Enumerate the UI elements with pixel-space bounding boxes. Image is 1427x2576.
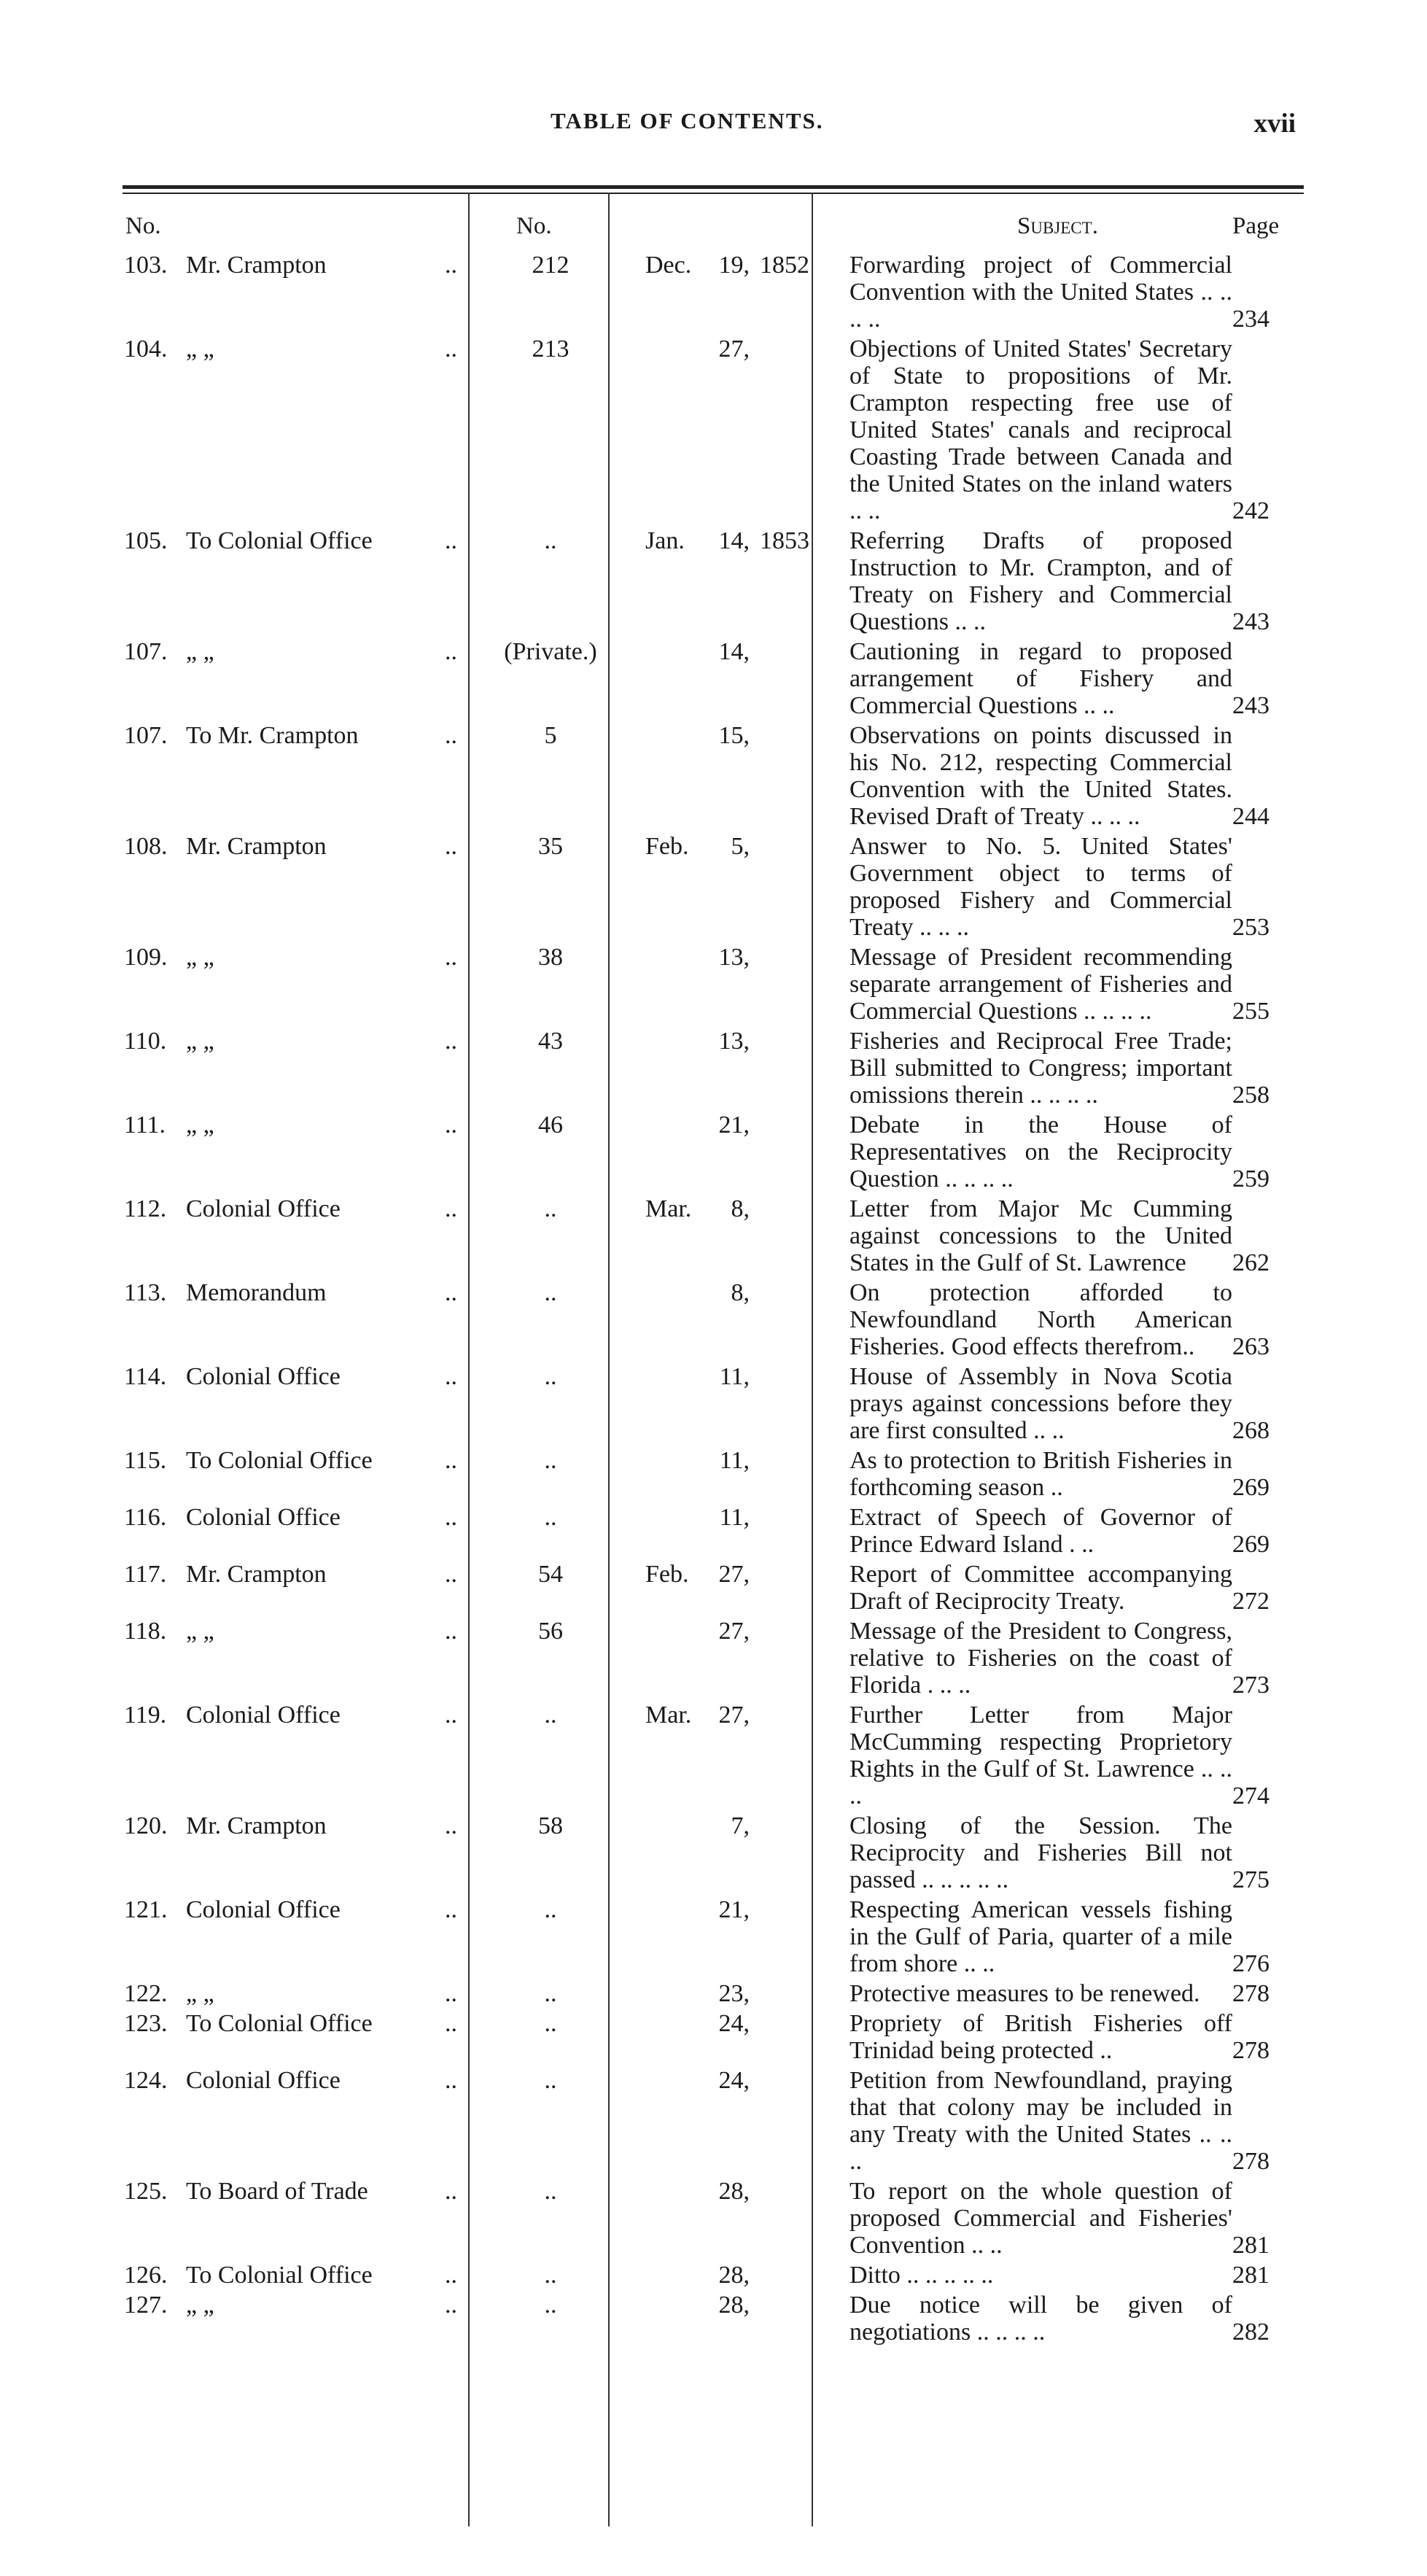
entry-month: Mar.	[645, 1702, 692, 1729]
contents-row	[124, 1363, 1305, 1447]
running-title: TABLE OF CONTENTS.	[551, 108, 824, 133]
contents-row	[124, 527, 1305, 638]
entry-day: 27,	[718, 335, 750, 362]
entry-no-cell	[124, 944, 445, 1028]
entry-no-cell	[124, 2010, 445, 2067]
entry-from: „ „	[186, 1618, 214, 1645]
entry-ref-no: 38	[538, 944, 563, 971]
entry-no-cell	[124, 1195, 445, 1279]
entry-date	[631, 1112, 849, 1195]
entry-subject: Due notice will be given of negotiations .. .. .. ..	[849, 2292, 1232, 2346]
entry-no-cell	[124, 1812, 445, 1896]
entry-day: 7,	[731, 1812, 750, 1839]
entry-ref-no: ..	[544, 2178, 557, 2205]
entry-page: 243	[1232, 692, 1269, 719]
entry-leader-dots: ..	[445, 1112, 457, 1138]
entry-day: 28,	[718, 2262, 750, 2289]
entry-leader-dots: ..	[445, 1447, 457, 1474]
contents-row	[124, 638, 1305, 722]
entry-from: Memorandum	[186, 1279, 327, 1306]
entry-ref-no: 54	[538, 1561, 563, 1588]
entry-subject: Objections of United States' Secretary of State to propositions of Mr. Crampton respecting free use of United States' canals and reciprocal Coasting Trade between Canada and the United States on the inland waters .. ..	[849, 335, 1232, 524]
entry-no-cell	[124, 2178, 445, 2262]
entry-no-cell	[124, 1896, 445, 1980]
entry-no-cell	[124, 1363, 445, 1447]
entry-number: 114.	[124, 1363, 167, 1390]
entry-subject: Cautioning in regard to proposed arrangement of Fishery and Commercial Questions .. ..	[849, 638, 1232, 719]
entry-no-cell	[124, 1447, 445, 1504]
entry-leader-dots: ..	[445, 1363, 457, 1390]
entry-page: 281	[1232, 2262, 1269, 2289]
entry-date	[631, 1447, 849, 1504]
entry-from: „ „	[186, 1112, 214, 1138]
entry-page: 243	[1232, 608, 1269, 635]
entry-from: Mr. Crampton	[186, 252, 327, 279]
entry-leader-dots: ..	[445, 1980, 457, 2007]
page-number: xvii	[1253, 109, 1296, 139]
column-header-page: Page	[1232, 213, 1280, 239]
entry-no-cell	[124, 2292, 445, 2348]
entry-ref-no: (Private.)	[504, 638, 597, 665]
entry-from: Mr. Crampton	[186, 833, 327, 860]
entry-from: Colonial Office	[186, 1363, 341, 1390]
entry-day: 14,	[718, 527, 750, 554]
entry-from: „ „	[186, 1980, 214, 2007]
entry-subject: Forwarding project of Commercial Convention with the United States .. .. .. ..	[849, 252, 1232, 333]
entry-date	[631, 1980, 849, 2010]
entry-day: 28,	[718, 2178, 750, 2205]
entry-date	[631, 527, 849, 638]
entry-subject: Message of the President to Congress, relative to Fisheries on the coast of Florida . .. ..	[849, 1618, 1232, 1699]
entry-no-cell	[124, 1279, 445, 1363]
entry-page: 268	[1232, 1417, 1269, 1444]
entry-day: 21,	[718, 1896, 750, 1923]
entry-day: 11,	[719, 1447, 750, 1474]
entry-leader-dots: ..	[445, 638, 457, 665]
entry-from: Colonial Office	[186, 1504, 341, 1531]
entry-date	[631, 638, 849, 722]
entry-leader-dots: ..	[445, 2292, 457, 2319]
entry-day: 13,	[718, 944, 750, 971]
contents-row	[124, 2067, 1305, 2178]
contents-row	[124, 1561, 1305, 1618]
entry-no-cell	[124, 638, 445, 722]
entry-ref-no: ..	[544, 1195, 557, 1222]
entry-day: 23,	[718, 1980, 750, 2007]
entry-number: 119.	[124, 1702, 167, 1729]
entry-date	[631, 2010, 849, 2067]
entry-page: 274	[1232, 1782, 1269, 1809]
entry-leader-dots: ..	[445, 252, 457, 279]
entry-subject: As to protection to British Fisheries in forthcoming season ..	[849, 1447, 1232, 1501]
contents-row	[124, 1504, 1305, 1561]
entry-leader-dots: ..	[445, 1896, 457, 1923]
entry-page: 276	[1232, 1950, 1269, 1977]
entry-no-cell	[124, 527, 445, 638]
entry-from: To Colonial Office	[186, 2262, 373, 2289]
entry-subject: Fisheries and Reciprocal Free Trade; Bill submitted to Congress; important omissions therein .. .. .. ..	[849, 1028, 1232, 1109]
entry-page: 255	[1232, 998, 1269, 1025]
entry-day: 21,	[718, 1112, 750, 1138]
entry-ref-no: 213	[532, 335, 569, 362]
contents-row	[124, 2292, 1305, 2348]
entry-from: „ „	[186, 944, 214, 971]
entry-number: 122.	[124, 1980, 168, 2007]
contents-row	[124, 2262, 1305, 2292]
entry-leader-dots: ..	[445, 335, 457, 362]
entry-day: 5,	[731, 833, 750, 860]
entry-ref-no: ..	[544, 1896, 557, 1923]
entry-from: To Colonial Office	[186, 527, 373, 554]
entry-number: 105.	[124, 527, 168, 554]
entry-subject: Closing of the Session. The Reciprocity and Fisheries Bill not passed .. .. .. .. ..	[849, 1812, 1232, 1893]
entry-page: 278	[1232, 2148, 1269, 2175]
entry-number: 115.	[124, 1447, 167, 1474]
entry-ref-no: ..	[544, 2010, 557, 2037]
entry-page: 275	[1232, 1866, 1269, 1893]
entry-leader-dots: ..	[445, 944, 457, 971]
entry-leader-dots: ..	[445, 1561, 457, 1588]
entry-leader-dots: ..	[445, 2010, 457, 2037]
header-rule-thick	[123, 185, 1304, 189]
entry-no-cell	[124, 833, 445, 944]
entry-date	[631, 2067, 849, 2178]
entry-day: 28,	[718, 2292, 750, 2319]
entry-number: 123.	[124, 2010, 168, 2037]
entry-day: 11,	[719, 1363, 750, 1390]
column-header-subject: Subject.	[1017, 213, 1098, 239]
entry-ref-no: 212	[532, 252, 569, 279]
entry-no-cell	[124, 1504, 445, 1561]
contents-row	[124, 722, 1305, 833]
entry-month: Feb.	[645, 1561, 689, 1588]
entry-leader-dots: ..	[445, 2178, 457, 2205]
entry-ref-no: 43	[538, 1028, 563, 1055]
contents-row	[124, 1702, 1305, 1812]
entry-number: 110.	[124, 1028, 167, 1055]
entry-page: 262	[1232, 1249, 1269, 1276]
entry-from: Colonial Office	[186, 1195, 341, 1222]
contents-row	[124, 335, 1305, 527]
entry-number: 107.	[124, 638, 168, 665]
entry-number: 125.	[124, 2178, 168, 2205]
entry-year: 1853	[760, 527, 809, 554]
contents-row	[124, 2178, 1305, 2262]
entry-subject: Extract of Speech of Governor of Prince Edward Island . ..	[849, 1504, 1232, 1558]
entry-number: 103.	[124, 252, 168, 279]
entry-subject: Ditto .. .. .. .. ..	[849, 2262, 994, 2289]
entry-from: Colonial Office	[186, 2067, 341, 2094]
entry-no-cell	[124, 1980, 445, 2010]
entry-no-cell	[124, 1112, 445, 1195]
entry-date	[631, 2292, 849, 2348]
entry-leader-dots: ..	[445, 1195, 457, 1222]
entry-day: 8,	[731, 1279, 750, 1306]
entry-month: Dec.	[645, 252, 692, 279]
entry-leader-dots: ..	[445, 722, 457, 749]
entry-no-cell	[124, 1028, 445, 1112]
entry-subject: Propriety of British Fisheries off Trinidad being protected ..	[849, 2010, 1232, 2064]
entry-number: 120.	[124, 1812, 168, 1839]
entry-ref-no: 35	[538, 833, 563, 860]
entry-number: 109.	[124, 944, 168, 971]
entry-date	[631, 722, 849, 833]
entry-month: Feb.	[645, 833, 689, 860]
entry-number: 107.	[124, 722, 168, 749]
entry-from: To Mr. Crampton	[186, 722, 359, 749]
entry-subject: Further Letter from Major McCumming respecting Proprietory Rights in the Gulf of St. Lawrence .. .. ..	[849, 1702, 1232, 1809]
entry-date	[631, 944, 849, 1028]
entry-no-cell	[124, 722, 445, 833]
entry-ref-no: 56	[538, 1618, 563, 1645]
entry-from: „ „	[186, 2292, 214, 2319]
entry-page: 258	[1232, 1082, 1269, 1109]
entry-no-cell	[124, 252, 445, 335]
contents-row	[124, 833, 1305, 944]
entry-page: 244	[1232, 803, 1269, 830]
entry-leader-dots: ..	[445, 1618, 457, 1645]
entry-leader-dots: ..	[445, 1028, 457, 1055]
entry-page: 281	[1232, 2232, 1269, 2259]
entry-page: 263	[1232, 1333, 1269, 1360]
entry-from: Colonial Office	[186, 1896, 341, 1923]
entry-ref-no: ..	[544, 1279, 557, 1306]
contents-row	[124, 1028, 1305, 1112]
entry-ref-no: 5	[544, 722, 557, 749]
entry-day: 14,	[718, 638, 750, 665]
entry-number: 121.	[124, 1896, 168, 1923]
entry-from: „ „	[186, 638, 214, 665]
entry-leader-dots: ..	[445, 2067, 457, 2094]
entry-subject: Protective measures to be renewed.	[849, 1980, 1200, 2007]
column-header-ref-no: No.	[516, 213, 552, 239]
entry-number: 112.	[124, 1195, 167, 1222]
entry-no-cell	[124, 2067, 445, 2178]
entry-from: To Colonial Office	[186, 1447, 373, 1474]
entry-date	[631, 335, 849, 527]
entry-date	[631, 1702, 849, 1812]
entry-ref-no: ..	[544, 1447, 557, 1474]
entry-day: 13,	[718, 1028, 750, 1055]
contents-row	[124, 1812, 1305, 1896]
entry-page: 278	[1232, 2037, 1269, 2064]
entry-subject: Answer to No. 5. United States' Government object to terms of proposed Fishery and Commercial Treaty .. .. ..	[849, 833, 1232, 941]
entry-subject: On protection afforded to Newfoundland North American Fisheries. Good effects therefrom..	[849, 1279, 1232, 1360]
entry-ref-no: 46	[538, 1112, 563, 1138]
entry-day: 24,	[718, 2067, 750, 2094]
contents-row	[124, 1447, 1305, 1504]
entry-day: 8,	[731, 1195, 750, 1222]
entry-subject: Observations on points discussed in his No. 212, respecting Commercial Convention with the United States. Revised Draft of Treaty .. .. ..	[849, 722, 1232, 830]
entry-page: 253	[1232, 914, 1269, 941]
entry-year: 1852	[760, 252, 809, 279]
entry-page: 272	[1232, 1588, 1269, 1615]
entry-date	[631, 2262, 849, 2292]
entry-number: 113.	[124, 1279, 167, 1306]
entry-day: 27,	[718, 1561, 750, 1588]
entry-from: Colonial Office	[186, 1702, 341, 1729]
contents-row	[124, 1279, 1305, 1363]
entry-date	[631, 1896, 849, 1980]
entry-no-cell	[124, 2262, 445, 2292]
entry-number: 116.	[124, 1504, 167, 1531]
entry-day: 27,	[718, 1702, 750, 1729]
entry-page: 269	[1232, 1531, 1269, 1558]
entry-no-cell	[124, 335, 445, 527]
entry-subject: Message of President recommending separate arrangement of Fisheries and Commercial Questions .. .. .. ..	[849, 944, 1232, 1025]
contents-row	[124, 1195, 1305, 1279]
entry-ref-no: ..	[544, 1363, 557, 1390]
entry-ref-no: 58	[538, 1812, 563, 1839]
entry-leader-dots: ..	[445, 833, 457, 860]
entry-day: 24,	[718, 2010, 750, 2037]
entry-page: 242	[1232, 497, 1269, 524]
entry-page: 282	[1232, 2319, 1269, 2346]
entry-subject: Debate in the House of Representatives on the Reciprocity Question .. .. .. ..	[849, 1112, 1232, 1192]
contents-table	[124, 252, 1305, 2348]
entry-subject: Respecting American vessels fishing in the Gulf of Paria, quarter of a mile from shore .. ..	[849, 1896, 1232, 1977]
entry-page: 234	[1232, 306, 1269, 333]
entry-month: Jan.	[645, 527, 685, 554]
entry-date	[631, 2178, 849, 2262]
entry-leader-dots: ..	[445, 527, 457, 554]
entry-from: To Colonial Office	[186, 2010, 373, 2037]
entry-date	[631, 1504, 849, 1561]
entry-date	[631, 1618, 849, 1702]
entry-page: 259	[1232, 1165, 1269, 1192]
entry-leader-dots: ..	[445, 1504, 457, 1531]
entry-no-cell	[124, 1561, 445, 1618]
entry-from: Mr. Crampton	[186, 1812, 327, 1839]
entry-from: To Board of Trade	[186, 2178, 368, 2205]
entry-date	[631, 833, 849, 944]
entry-number: 127.	[124, 2292, 168, 2319]
contents-row	[124, 1896, 1305, 1980]
entry-ref-no: ..	[544, 1980, 557, 2007]
entry-from: „ „	[186, 1028, 214, 1055]
entry-day: 27,	[718, 1618, 750, 1645]
entry-number: 108.	[124, 833, 168, 860]
entry-subject: Report of Committee accompanying Draft of Reciprocity Treaty.	[849, 1561, 1232, 1615]
entry-ref-no: ..	[544, 1504, 557, 1531]
entry-date	[631, 1028, 849, 1112]
entry-ref-no: ..	[544, 2262, 557, 2289]
entry-subject: Referring Drafts of proposed Instruction to Mr. Crampton, and of Treaty on Fishery and Commercial Questions .. ..	[849, 527, 1232, 635]
entry-page: 273	[1232, 1672, 1269, 1699]
entry-number: 111.	[124, 1112, 166, 1138]
entry-subject: Petition from Newfoundland, praying that that colony may be included in any Treaty with the United States .. .. ..	[849, 2067, 1232, 2175]
contents-row	[124, 944, 1305, 1028]
entry-day: 19,	[718, 252, 750, 279]
entry-date	[631, 1561, 849, 1618]
entry-day: 15,	[718, 722, 750, 749]
column-header-no: No.	[125, 213, 161, 239]
entry-subject: Letter from Major Mc Cumming against concessions to the United States in the Gulf of St. Lawrence	[849, 1195, 1232, 1276]
entry-page: 278	[1232, 1980, 1269, 2007]
entry-from: „ „	[186, 335, 214, 362]
entry-no-cell	[124, 1702, 445, 1812]
entry-page: 269	[1232, 1474, 1269, 1501]
entry-from: Mr. Crampton	[186, 1561, 327, 1588]
entry-month: Mar.	[645, 1195, 692, 1222]
entry-date	[631, 1812, 849, 1896]
entry-leader-dots: ..	[445, 1812, 457, 1839]
contents-row	[124, 2010, 1305, 2067]
entry-leader-dots: ..	[445, 1279, 457, 1306]
entry-ref-no: ..	[544, 2292, 557, 2319]
entry-ref-no: ..	[544, 1702, 557, 1729]
contents-row	[124, 252, 1305, 335]
entry-ref-no: ..	[544, 527, 557, 554]
entry-no-cell	[124, 1618, 445, 1702]
entry-date	[631, 1195, 849, 1279]
contents-row	[124, 1618, 1305, 1702]
entry-subject: House of Assembly in Nova Scotia prays against concessions before they are first consulted .. ..	[849, 1363, 1232, 1444]
entry-number: 104.	[124, 335, 168, 362]
entry-subject: To report on the whole question of proposed Commercial and Fisheries' Convention .. ..	[849, 2178, 1232, 2259]
entry-date	[631, 1279, 849, 1363]
entry-number: 117.	[124, 1561, 167, 1588]
entry-leader-dots: ..	[445, 1702, 457, 1729]
entry-number: 118.	[124, 1618, 167, 1645]
entry-date	[631, 252, 849, 335]
contents-row	[124, 1112, 1305, 1195]
entry-day: 11,	[719, 1504, 750, 1531]
entry-date	[631, 1363, 849, 1447]
entry-number: 126.	[124, 2262, 168, 2289]
header-rule-thin	[123, 193, 1304, 194]
contents-row	[124, 1980, 1305, 2010]
entry-leader-dots: ..	[445, 2262, 457, 2289]
entry-number: 124.	[124, 2067, 168, 2094]
entry-ref-no: ..	[544, 2067, 557, 2094]
